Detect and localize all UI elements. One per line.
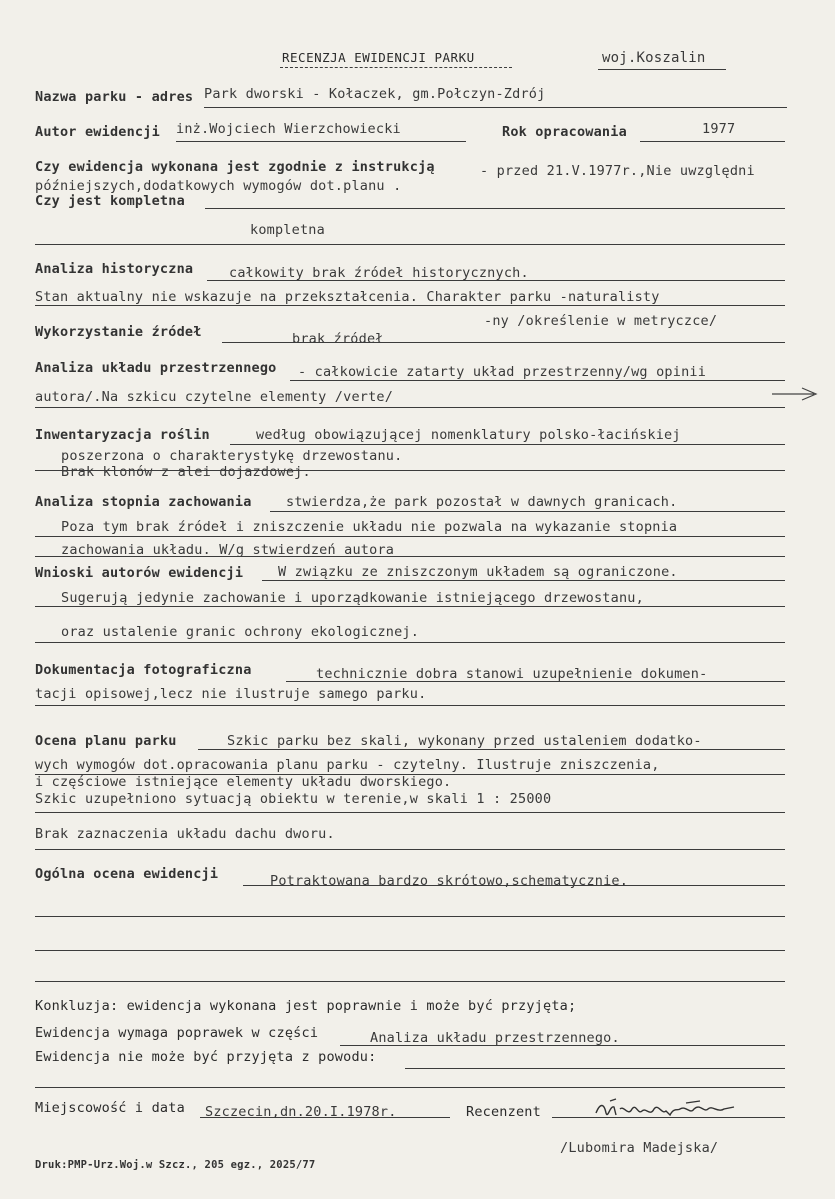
plants-value: według obowiązującej nomenklatury polsko-łacińskiej: [256, 427, 681, 443]
blank-line-2: [35, 950, 785, 951]
complete-label: Czy jest kompletna: [35, 193, 185, 209]
conclusions-value: W związku ze zniszczonym układem są ograniczone.: [278, 564, 678, 580]
photo-label: Dokumentacja fotograficzna: [35, 662, 252, 678]
spatial-value: - całkowicie zatarty układ przestrzenny/wg opinii: [298, 364, 707, 380]
plan-value-2: wych wymogów dot.opracowania planu parku - czytelny. Ilustruje zniszczenia,: [35, 757, 660, 773]
spatial-value-2: autora/.Na szkicu czytelne elementy /verte/: [35, 389, 394, 405]
historical-value-3: -ny /określenie w metryczce/: [484, 313, 718, 329]
spatial-label: Analiza układu przestrzennego: [35, 360, 277, 376]
place-date-value: Szczecin,dn.20.I.1978r.: [205, 1104, 397, 1120]
instruction-value: - przed 21.V.1977r.,Nie uwzględni: [480, 163, 755, 179]
conclusion-line-2-rule: [340, 1045, 785, 1046]
conclusions-line-3: [35, 642, 785, 643]
reviewer-label: Recenzent: [466, 1104, 541, 1120]
year-line: [640, 141, 785, 142]
author-value: inż.Wojciech Wierzchowiecki: [176, 121, 401, 137]
instruction-label: Czy ewidencja wykonana jest zgodnie z instrukcją: [35, 159, 435, 175]
overall-value: Potraktowana bardzo skrótowo,schematycznie.: [270, 873, 629, 889]
historical-value-2: Stan aktualny nie wskazuje na przekształcenia. Charakter parku -naturalisty: [35, 289, 660, 305]
plants-line-2: [35, 470, 785, 471]
signature-icon: [590, 1095, 740, 1125]
complete-line-2: [35, 244, 785, 245]
preservation-label: Analiza stopnia zachowania: [35, 494, 252, 510]
photo-value-2: tacji opisowej,lecz nie ilustruje samego parku.: [35, 686, 427, 702]
plan-line: [198, 749, 785, 750]
voivodeship-line: [598, 69, 726, 70]
plants-line: [230, 444, 785, 445]
preservation-value-2: Poza tym brak źródeł i zniszczenie układu nie pozwala na wykazanie stopnia: [61, 519, 678, 535]
year-label: Rok opracowania: [502, 124, 627, 140]
page-title: RECENZJA EWIDENCJI PARKU: [282, 50, 475, 65]
plan-value: Szkic parku bez skali, wykonany przed ustaleniem dodatko-: [227, 733, 702, 749]
conclusions-value-3: oraz ustalenie granic ochrony ekologicznej.: [61, 624, 420, 640]
author-line: [176, 141, 466, 142]
conclusions-label: Wnioski autorów ewidencji: [35, 565, 244, 581]
title-underline: [280, 67, 512, 68]
sources-value: brak źródeł: [292, 331, 384, 347]
conclusion-line-3-label: Ewidencja nie może być przyjęta z powodu:: [35, 1049, 377, 1065]
overall-label: Ogólna ocena ewidencji: [35, 866, 219, 882]
year-value: 1977: [702, 121, 736, 137]
plan-line-4: [35, 849, 785, 850]
place-date-line: [200, 1117, 450, 1118]
reviewer-name: /Lubomira Madejska/: [560, 1140, 719, 1156]
sources-line: [222, 342, 785, 343]
conclusion-line-3-rule: [405, 1068, 785, 1069]
conclusions-line-2: [35, 606, 785, 607]
park-name-line: [204, 107, 787, 108]
voivodeship: woj.Koszalin: [602, 50, 706, 66]
photo-value: technicznie dobra stanowi uzupełnienie dokumen-: [316, 666, 708, 682]
historical-line: [207, 280, 785, 281]
conclusions-line: [262, 580, 785, 581]
complete-line-1: [205, 208, 785, 209]
verte-arrow-icon: [770, 386, 820, 402]
preservation-line-2: [35, 536, 785, 537]
blank-line-3: [35, 981, 785, 982]
sources-label: Wykorzystanie źródeł: [35, 324, 202, 340]
plan-value-3: i częściowe istniejące elementy układu dworskiego.: [35, 774, 452, 790]
plants-label: Inwentaryzacja roślin: [35, 427, 210, 443]
preservation-value: stwierdza,że park pozostał w dawnych granicach.: [286, 494, 678, 510]
author-label: Autor ewidencji: [35, 124, 160, 140]
blank-line-4: [35, 1087, 785, 1088]
historical-value: całkowity brak źródeł historycznych.: [229, 265, 529, 281]
plants-value-3: Brak klonów z alei dojazdowej.: [61, 464, 311, 480]
plants-value-2: poszerzona o charakterystykę drzewostanu.: [61, 448, 403, 464]
conclusions-value-2: Sugerują jedynie zachowanie i uporządkowanie istniejącego drzewostanu,: [61, 590, 644, 606]
place-date-label: Miejscowość i data: [35, 1100, 185, 1116]
spatial-line: [290, 380, 785, 381]
plan-value-4: Szkic uzupełniono sytuacją obiektu w terenie,w skali 1 : 25000: [35, 791, 552, 807]
conclusion-line-2-label: Ewidencja wymaga poprawek w części: [35, 1025, 319, 1041]
preservation-line: [270, 511, 785, 512]
park-name-value: Park dworski - Kołaczek, gm.Połczyn-Zdrój: [204, 86, 546, 102]
preservation-value-3: zachowania układu. W/g stwierdzeń autora: [61, 542, 395, 558]
plan-line-3: [35, 812, 785, 813]
print-info: Druk:PMP-Urz.Woj.w Szcz., 205 egz., 2025/77: [35, 1159, 316, 1171]
plan-value-5: Brak zaznaczenia układu dachu dworu.: [35, 826, 335, 842]
blank-line-1: [35, 916, 785, 917]
park-name-label: Nazwa parku - adres: [35, 89, 194, 105]
complete-value: kompletna: [250, 222, 325, 238]
photo-line: [286, 681, 785, 682]
spatial-line-2: [35, 407, 785, 408]
conclusion-line-2-value: Analiza układu przestrzennego.: [370, 1030, 620, 1046]
preservation-line-3: [35, 556, 785, 557]
instruction-value-2: późniejszych,dodatkowych wymogów dot.planu .: [35, 178, 402, 194]
conclusion-line-1: Konkluzja: ewidencja wykonana jest poprawnie i może być przyjęta;: [35, 998, 577, 1014]
photo-line-2: [35, 705, 785, 706]
historical-label: Analiza historyczna: [35, 261, 194, 277]
overall-line: [243, 885, 785, 886]
plan-label: Ocena planu parku: [35, 733, 177, 749]
historical-line-2: [35, 305, 785, 306]
